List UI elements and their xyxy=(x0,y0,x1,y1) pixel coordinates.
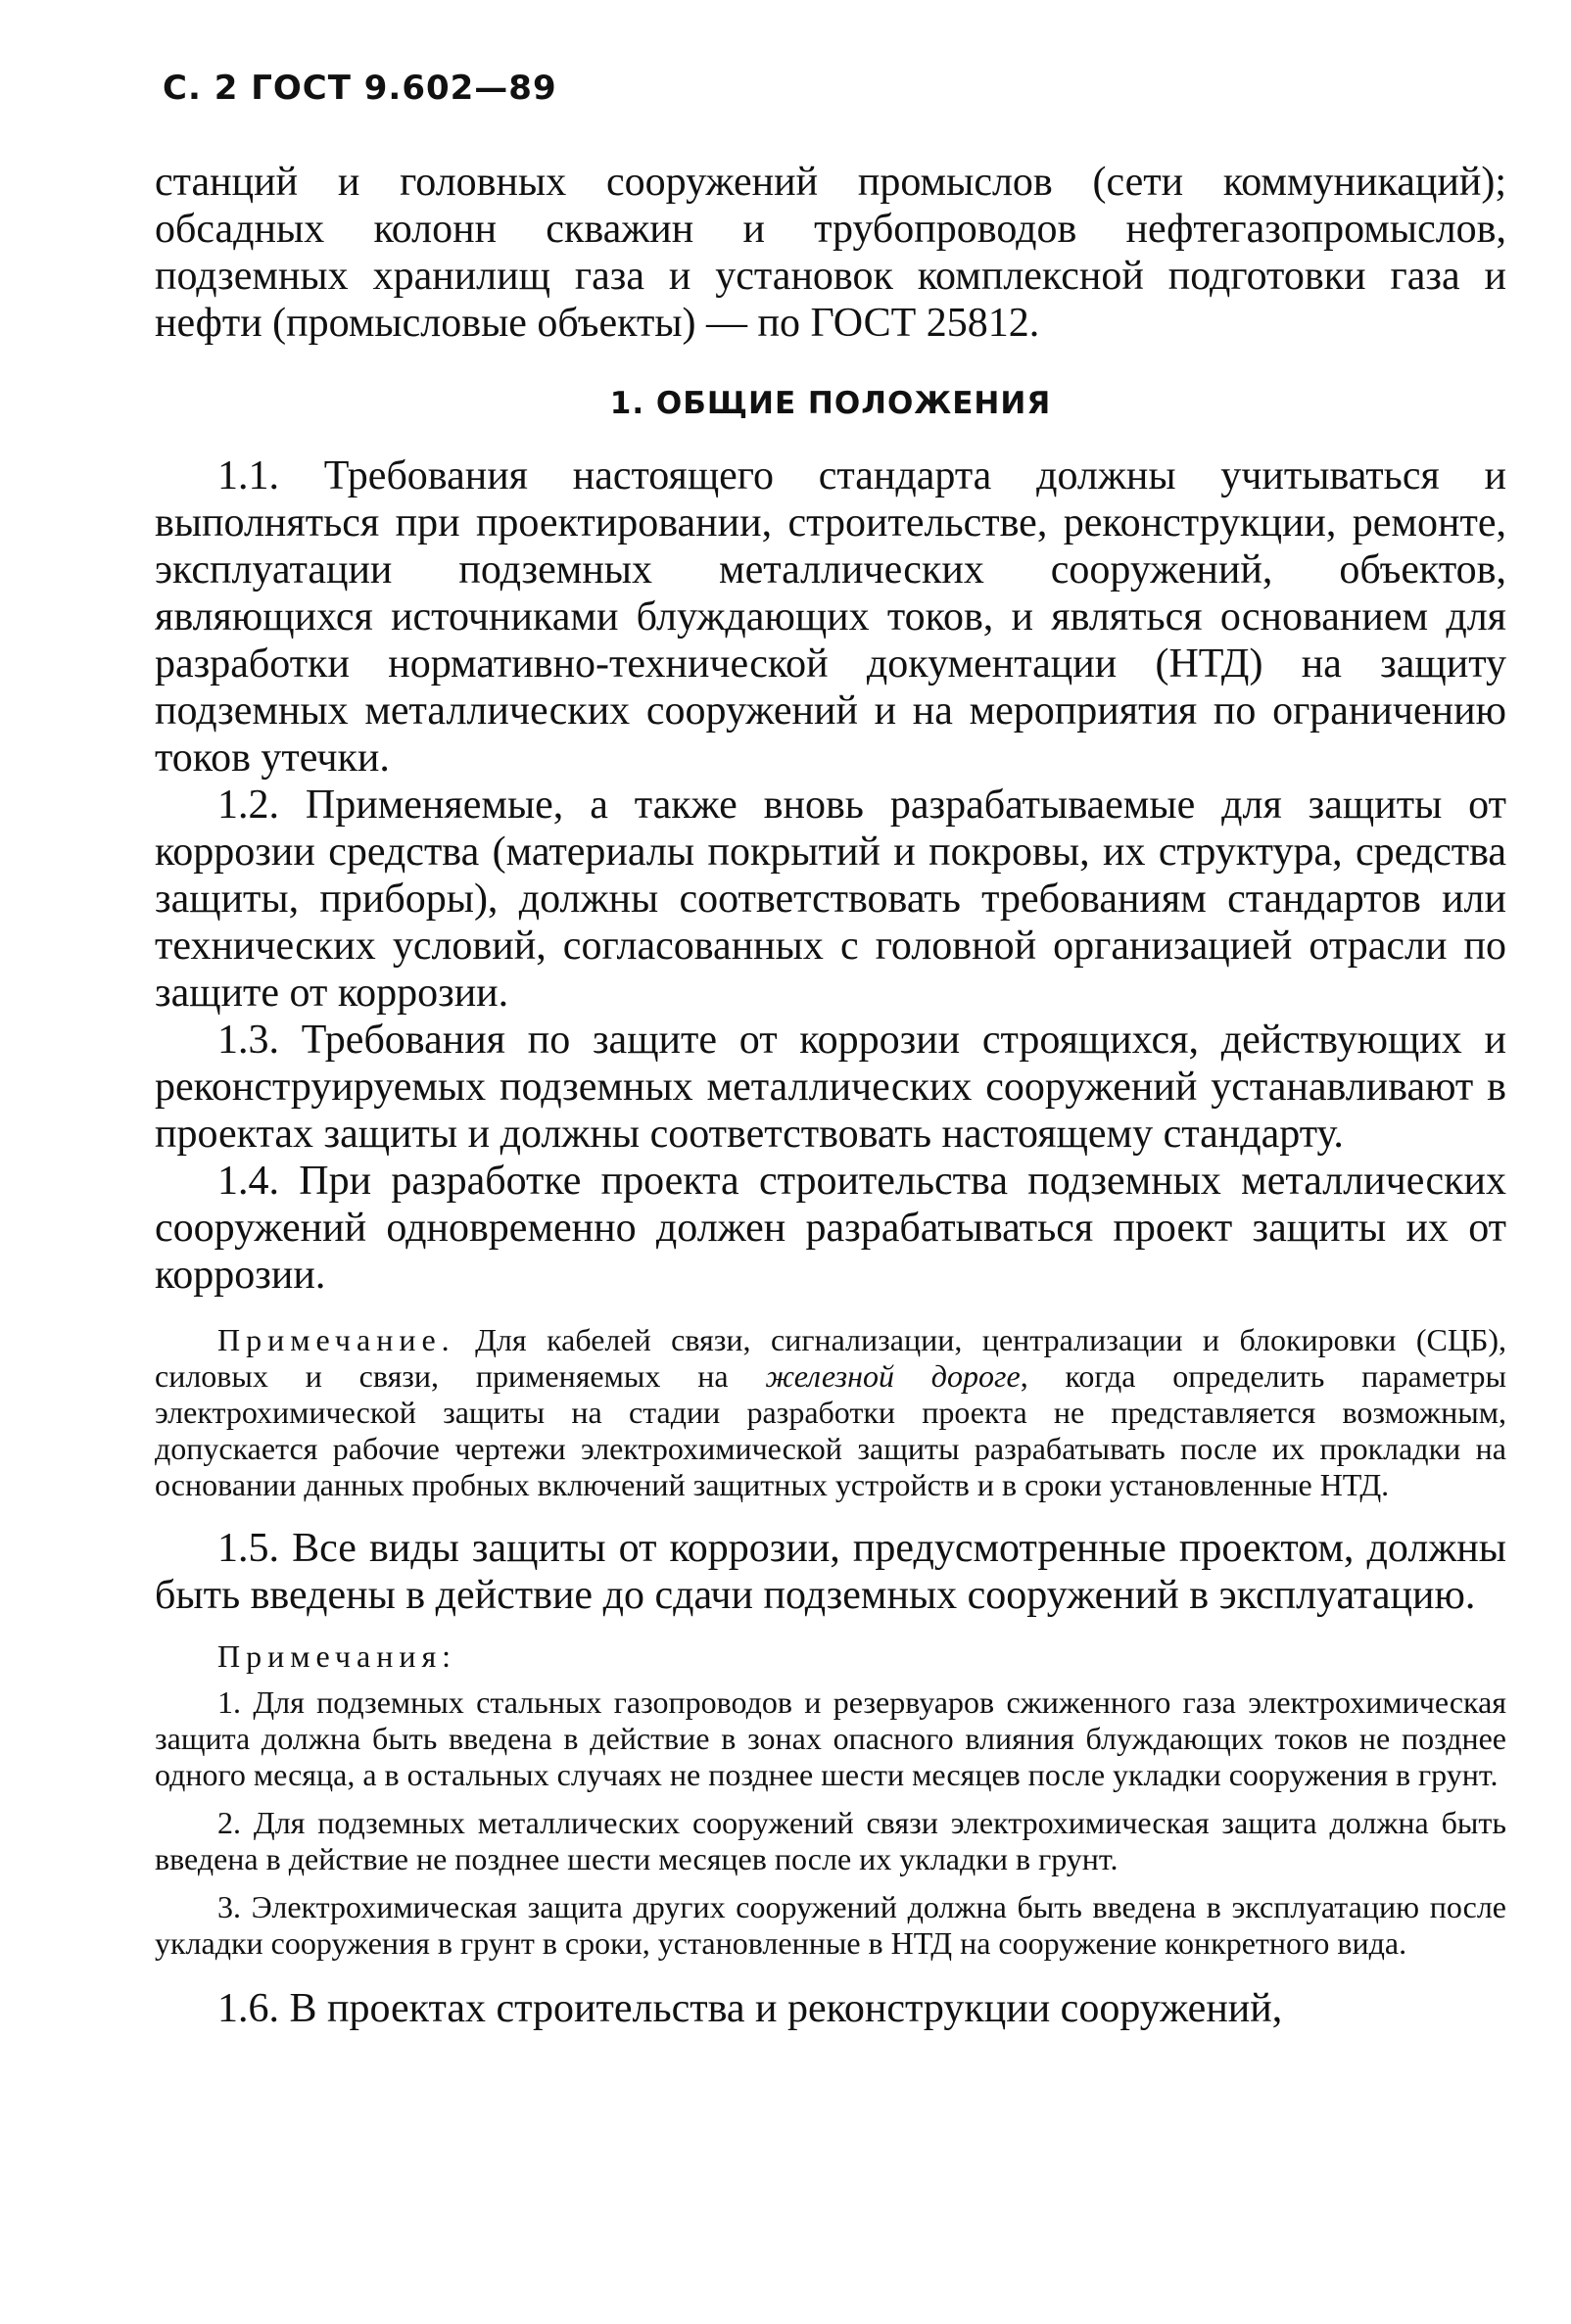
clause-1-2: 1.2. Применяемые, а также вновь разрабатываемые для защиты от коррозии средства (материалы покрытий и покровы, их структура, средства защиты, приборы), должны соответствовать требованиям стандартов или технических условий, согласованных с головной организацией отрасли по защите от коррозии. xyxy=(155,783,1506,1016)
note-text-a: Для кабелей связи, сигнализации, централизации и блокировки (СЦБ), силовых и связи, применяемых на xyxy=(155,1322,1506,1394)
clause-1-3: 1.3. Требования по защите от коррозии строящихся, действующих и реконструируемых подземных металлических сооружений устанавливают в проектах защиты и должны соответствовать настоящему стандарту. xyxy=(155,1018,1506,1157)
note-label: Примечание. xyxy=(217,1322,455,1357)
clause-1-1: 1.1. Требования настоящего стандарта должны учитываться и выполняться при проектировании, строительстве, реконструкции, ремонте, эксплуатации подземных металлических сооружений, объектов, являющихся источниками блуждающих токов, и являться основанием для разработки нормативно-технической документации (НТД) на защиту подземных металлических сооружений и на мероприятия по ограничению токов утечки. xyxy=(155,453,1506,781)
clause-1-4: 1.4. При разработке проекта строительства подземных металлических сооружений одновременно должен разрабатываться проект защиты их от коррозии. xyxy=(155,1159,1506,1298)
note-item-2: 2. Для подземных металлических сооружений связи электрохимическая защита должна быть введена в действие не позднее шести месяцев после их укладки в грунт. xyxy=(155,1805,1506,1876)
page-header: С. 2 ГОСТ 9.602—89 xyxy=(163,69,557,108)
notes-heading: Примечания: xyxy=(217,1638,457,1674)
note-text-b: , когда определить параметры электрохимической защиты на стадии разработки проекта не представляется возможным, допускается рабочие чертежи электрохимической защиты разрабатывать после их прокладки на основании данных пробных включений защитных устройств и в сроки установленные НТД. xyxy=(155,1358,1507,1502)
section-title: 1. ОБЩИЕ ПОЛОЖЕНИЯ xyxy=(609,386,1052,421)
clause-1-6: 1.6. В проектах строительства и реконструкции сооружений, xyxy=(217,1986,1283,2031)
note-item-1: 1. Для подземных стальных газопроводов и резервуаров сжиженного газа электрохимическая защита должна быть введена в действие в зонах опасного влияния блуждающих токов не позднее одного месяца, а в остальных случаях не позднее шести месяцев после укладки сооружения в грунт. xyxy=(155,1684,1506,1792)
clause-1-5: 1.5. Все виды защиты от коррозии, предусмотренные проектом, должны быть введены в действие до сдачи подземных сооружений в эксплуатацию. xyxy=(155,1526,1506,1618)
note-clause-1-4 xyxy=(155,1322,1506,1503)
page-content xyxy=(155,159,1506,2032)
note-text-italic: железной дороге xyxy=(765,1358,1021,1394)
note-item-3: 3. Электрохимическая защита других сооружений должна быть введена в эксплуатацию после укладки сооружения в грунт в сроки, установленные в НТД на сооружение конкретного вида. xyxy=(155,1889,1506,1961)
intro-paragraph: станций и головных сооружений промыслов (сети коммуникаций); обсадных колонн скважин и трубопроводов нефтегазопромыслов, подземных хранилищ газа и установок комплексной подготовки газа и нефти (промысловые объекты) — по ГОСТ 25812. xyxy=(155,160,1506,346)
